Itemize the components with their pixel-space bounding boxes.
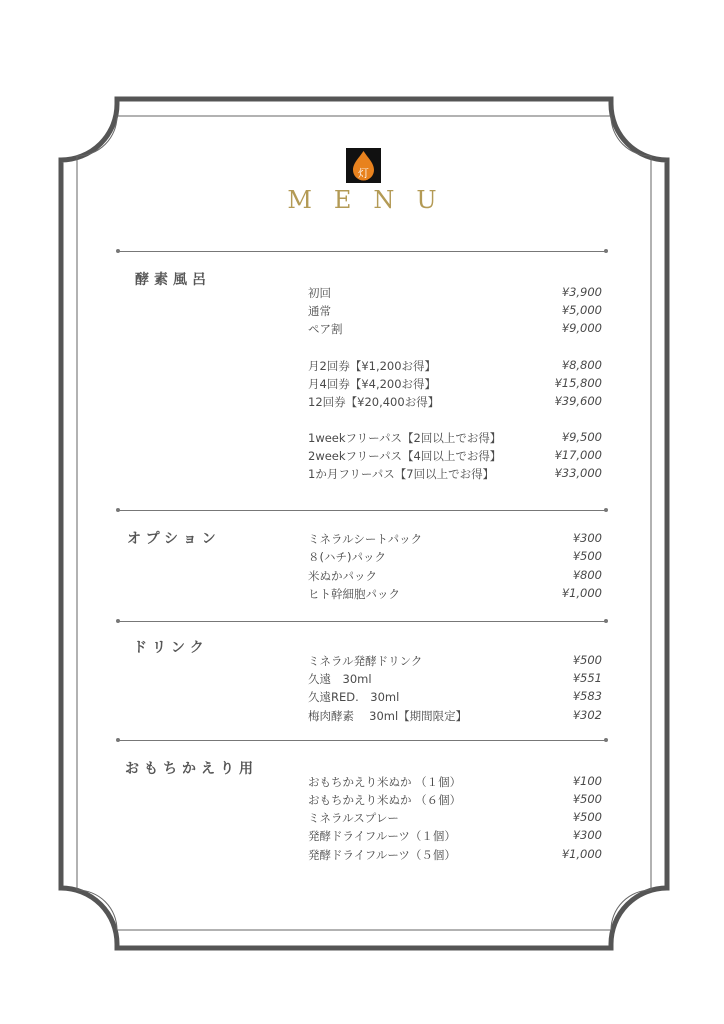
item-price: ¥15,800 xyxy=(554,376,602,390)
divider xyxy=(118,251,606,252)
item-price: ¥100 xyxy=(572,774,602,788)
menu-item xyxy=(308,466,602,484)
item-name: 2weekフリーパス【4回以上でお得】 xyxy=(308,449,502,463)
menu-item xyxy=(308,358,602,376)
menu-item xyxy=(308,828,602,846)
item-price: ¥5,000 xyxy=(561,303,602,317)
section-title: オプション xyxy=(127,531,221,547)
section-title: おもちかえり用 xyxy=(125,761,258,777)
item-name: 12回券【¥20,400お得】 xyxy=(308,395,440,409)
divider xyxy=(118,510,606,511)
section-title: 酵素風呂 xyxy=(135,272,211,288)
item-name: 通常 xyxy=(308,304,331,318)
item-price: ¥300 xyxy=(572,828,602,842)
item-name: 米ぬかパック xyxy=(308,569,377,583)
menu-item xyxy=(308,394,602,412)
menu-item xyxy=(308,568,602,586)
item-name: 久遠RED. 30ml xyxy=(308,690,400,704)
menu-item xyxy=(308,285,602,303)
item-name: 梅肉酵素 30ml【期間限定】 xyxy=(308,709,468,723)
item-name: 月4回券【¥4,200お得】 xyxy=(308,377,437,391)
item-name: 発酵ドライフルーツ（５個） xyxy=(308,848,456,862)
item-price: ¥500 xyxy=(572,792,602,806)
menu-item xyxy=(308,671,602,689)
item-price: ¥302 xyxy=(572,708,602,722)
item-price: ¥1,000 xyxy=(561,847,602,861)
item-name: ミネラル発酵ドリンク xyxy=(308,654,423,668)
item-price: ¥500 xyxy=(572,549,602,563)
divider xyxy=(118,621,606,622)
item-price: ¥500 xyxy=(572,653,602,667)
item-price: ¥17,000 xyxy=(554,448,602,462)
item-price: ¥551 xyxy=(572,671,602,685)
divider xyxy=(118,740,606,741)
menu-item xyxy=(308,653,602,671)
menu-item xyxy=(308,847,602,865)
menu-item xyxy=(308,586,602,604)
flame-icon xyxy=(346,148,381,183)
menu-item xyxy=(308,430,602,448)
item-name: 月2回券【¥1,200お得】 xyxy=(308,359,437,373)
menu-title: MENU xyxy=(287,186,459,214)
item-price: ¥500 xyxy=(572,810,602,824)
item-name: ミネラルシートパック xyxy=(308,532,423,546)
item-name: 発酵ドライフルーツ（１個） xyxy=(308,829,456,843)
menu-item xyxy=(308,708,602,726)
menu-item xyxy=(308,303,602,321)
menu-item xyxy=(308,376,602,394)
logo-glyph: 灯 xyxy=(358,167,369,180)
item-name: ８(ハチ)パック xyxy=(308,550,386,564)
item-price: ¥9,500 xyxy=(561,430,602,444)
menu-item xyxy=(308,792,602,810)
item-price: ¥8,800 xyxy=(561,358,602,372)
item-name: 初回 xyxy=(308,286,331,300)
item-price: ¥1,000 xyxy=(561,586,602,600)
logo xyxy=(346,148,381,183)
menu-item xyxy=(308,321,602,339)
item-name: ペア割 xyxy=(308,322,343,336)
menu-item xyxy=(308,689,602,707)
item-name: おもちかえり米ぬか （６個） xyxy=(308,793,462,807)
item-name: 1weekフリーパス【2回以上でお得】 xyxy=(308,431,502,445)
menu-item xyxy=(308,531,602,549)
item-name: 1か月フリーパス【7回以上でお得】 xyxy=(308,467,495,481)
item-name: 久遠 30ml xyxy=(308,672,372,686)
item-price: ¥800 xyxy=(572,568,602,582)
item-price: ¥583 xyxy=(572,689,602,703)
item-name: おもちかえり米ぬか （１個） xyxy=(308,775,462,789)
item-price: ¥39,600 xyxy=(554,394,602,408)
item-name: ヒト幹細胞パック xyxy=(308,587,400,601)
menu-item xyxy=(308,810,602,828)
menu-item xyxy=(308,774,602,792)
item-price: ¥9,000 xyxy=(561,321,602,335)
item-price: ¥33,000 xyxy=(554,466,602,480)
menu-item xyxy=(308,448,602,466)
item-price: ¥3,900 xyxy=(561,285,602,299)
section-title: ドリンク xyxy=(133,640,209,656)
item-price: ¥300 xyxy=(572,531,602,545)
menu-item xyxy=(308,549,602,567)
item-name: ミネラルスプレー xyxy=(308,811,399,825)
